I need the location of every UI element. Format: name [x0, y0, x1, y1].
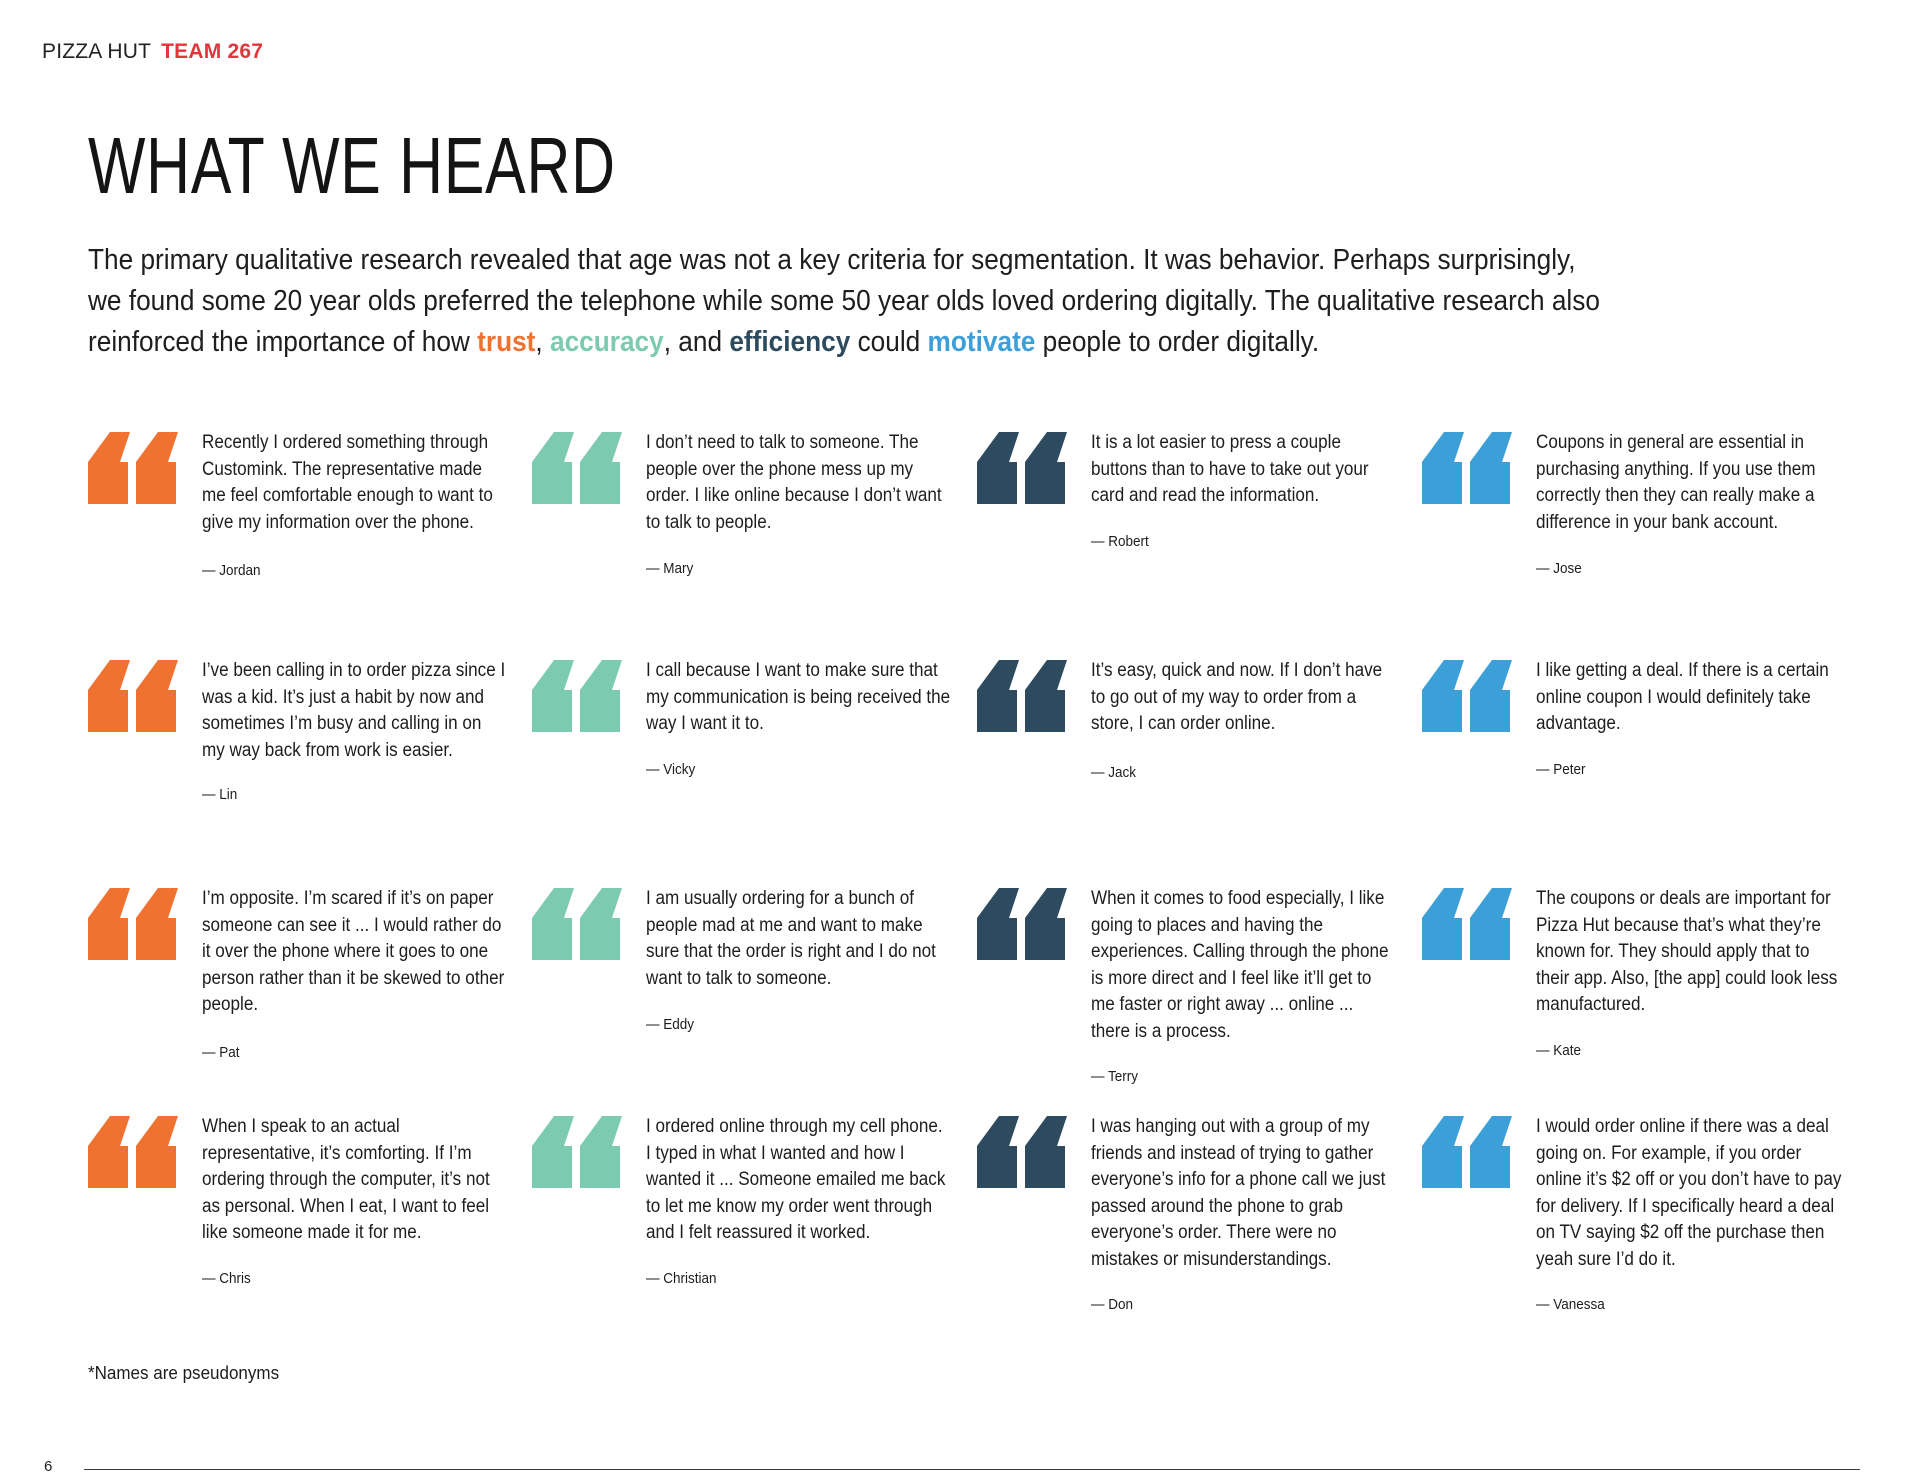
keyword-trust: trust — [477, 326, 536, 358]
quote-icon — [1422, 888, 1512, 960]
quote-author: — Christian — [646, 1270, 717, 1287]
quote-icon — [532, 660, 622, 732]
quote-author: — Jose — [1536, 560, 1582, 577]
running-header — [42, 40, 263, 64]
page-title: WHAT WE HEARD — [88, 121, 616, 210]
quote-author: — Chris — [202, 1270, 251, 1287]
quote-author: — Jordan — [202, 562, 261, 579]
quote-author: — Terry — [1091, 1068, 1139, 1085]
quote-text: Recently I ordered something through Customink. The representative made me feel comfortable enough to want to give my information over the phone. — [202, 432, 493, 533]
quote-author: — Jack — [1091, 764, 1137, 781]
quote-icon — [88, 432, 178, 504]
quote-text: I am usually ordering for a bunch of people mad at me and want to make sure that the order is right and I do not want to talk to someone. — [646, 888, 936, 989]
quote-author: — Don — [1091, 1296, 1134, 1313]
quote-text: When I speak to an actual representative, it’s comforting. If I’m ordering through the computer, it’s not as personal. When I eat, I want to feel like someone made it for me. — [202, 1116, 490, 1244]
footer-divider — [84, 1469, 1860, 1470]
quote-icon — [532, 432, 622, 504]
intro-tail: people to order digitally. — [1035, 326, 1320, 358]
quote-icon — [1422, 1116, 1512, 1188]
quote-icon — [977, 888, 1067, 960]
quote-text: When it comes to food especially, I like going to places and having the experiences. Calling through the phone is more direct and I feel like it’ll get to me faster or right away ... online ... there is a process. — [1091, 888, 1389, 1042]
quote-text: I ordered online through my cell phone. I typed in what I wanted and how I wanted it ... Someone emailed me back to let me know my order went through and I felt reassured it worked. — [646, 1116, 946, 1244]
quote-text: I’m opposite. I’m scared if it’s on paper someone can see it ... I would rather do it over the phone where it goes to one person rather than it be skewed to other people. — [202, 888, 505, 1016]
quote-icon — [88, 660, 178, 732]
quote-author: — Vicky — [646, 761, 696, 778]
quote-author: — Mary — [646, 560, 694, 577]
quote-icon — [1422, 660, 1512, 732]
quote-text: The coupons or deals are important for Pizza Hut because that’s what they’re known for. They should apply that to their app. Also, [the app] could look less manufactured. — [1536, 888, 1838, 1016]
quote-author: — Eddy — [646, 1016, 695, 1033]
quote-author: — Robert — [1091, 533, 1149, 550]
quote-author: — Lin — [202, 786, 238, 803]
keyword-accuracy: accuracy — [549, 326, 664, 358]
quote-author: — Pat — [202, 1044, 240, 1061]
quote-text: I’ve been calling in to order pizza since I was a kid. It’s just a habit by now and sometimes I’m busy and calling in on my way back from work is easier. — [202, 660, 506, 761]
header-brand: PIZZA HUT — [42, 40, 152, 63]
quote-icon — [88, 888, 178, 960]
intro-lead: The primary qualitative research revealed that age was not a key criteria for segmentation. It was behavior. Perhaps surprisingly, we found some 20 year olds preferred the telephone while some 50 year olds loved ordering digitally. The qualitative research also reinforced the importance of how — [88, 244, 1600, 358]
quote-text: I call because I want to make sure that my communication is being received the way I want it to. — [646, 660, 951, 735]
keyword-motivate: motivate — [927, 326, 1036, 358]
quote-text: I like getting a deal. If there is a certain online coupon I would definitely take advantage. — [1536, 660, 1829, 735]
quote-text: I don’t need to talk to someone. The people over the phone mess up my order. I like online because I don’t want to talk to people. — [646, 432, 942, 533]
quote-icon — [977, 432, 1067, 504]
intro-sep-1: , — [535, 326, 550, 358]
quote-text: It is a lot easier to press a couple buttons than to have to take out your card and read the information. — [1091, 432, 1369, 507]
quote-author: — Peter — [1536, 761, 1586, 778]
quote-icon — [88, 1116, 178, 1188]
quote-icon — [977, 1116, 1067, 1188]
intro-sep-2: , and — [663, 326, 730, 358]
page-number: 6 — [44, 1458, 53, 1475]
quote-icon — [532, 1116, 622, 1188]
quote-icon — [1422, 432, 1512, 504]
quote-text: It’s easy, quick and now. If I don’t have to go out of my way to order from a store, I can order online. — [1091, 660, 1383, 735]
intro-mid: could — [850, 326, 928, 358]
quote-author: — Kate — [1536, 1042, 1582, 1059]
header-team: TEAM 267 — [161, 40, 264, 63]
footnote: *Names are pseudonyms — [88, 1362, 280, 1383]
quote-text: I would order online if there was a deal going on. For example, if you order online it’s $2 off or you don’t have to pay for delivery. If I specifically heard a deal on TV saying $2 off the purchase then yeah sure I’d do it. — [1536, 1116, 1842, 1270]
quote-text: I was hanging out with a group of my friends and instead of trying to gather everyone’s info for a phone call we just passed around the phone to grab everyone’s order. There were no mistakes or misunderstandings. — [1091, 1116, 1386, 1270]
quote-author: — Vanessa — [1536, 1296, 1605, 1313]
intro-paragraph — [88, 240, 1606, 363]
quote-text: Coupons in general are essential in purchasing anything. If you use them correctly then they can really make a difference in your bank account. — [1536, 432, 1816, 533]
quote-icon — [977, 660, 1067, 732]
quote-icon — [532, 888, 622, 960]
keyword-efficiency: efficiency — [729, 326, 851, 358]
